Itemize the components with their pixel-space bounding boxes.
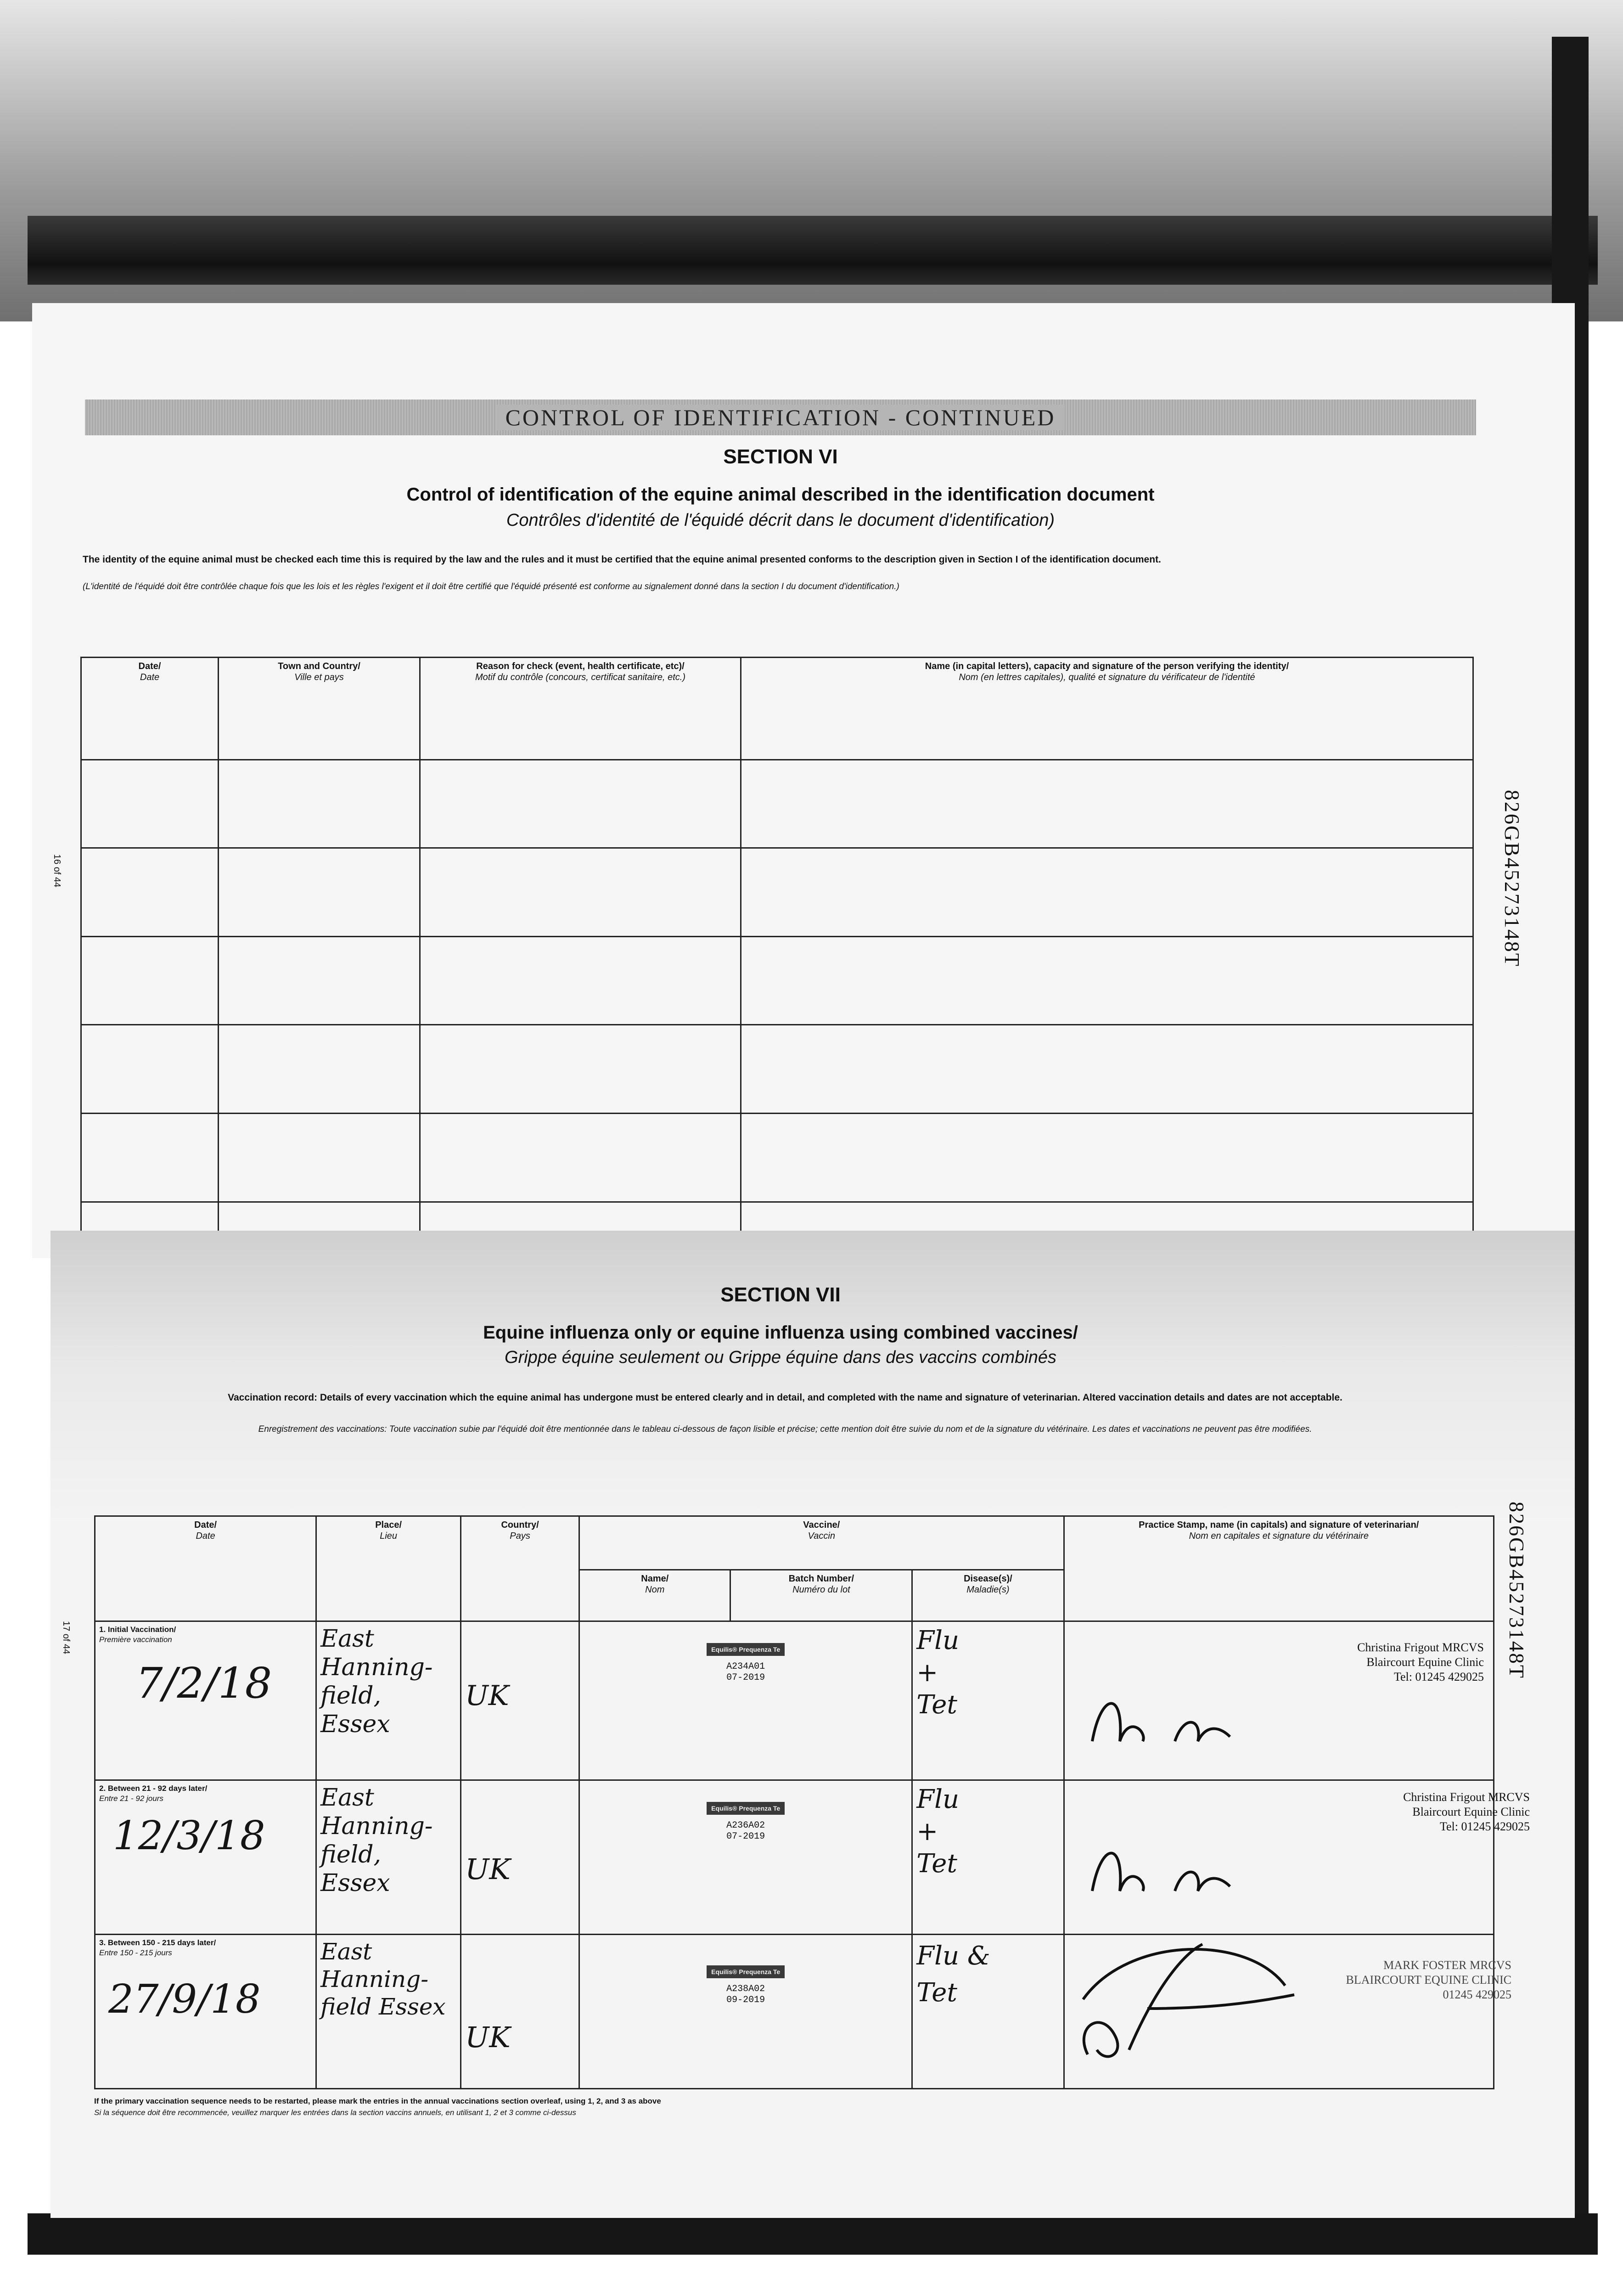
col-country: Country/ Pays: [461, 1516, 579, 1621]
vaccination-country: UK: [465, 2020, 511, 2054]
vaccination-date: 27/9/18: [108, 1976, 261, 2023]
vaccination-place: East Hanning-field Essex: [320, 1938, 446, 2020]
col-vaccine: Vaccine/ Vaccin: [579, 1516, 1064, 1570]
section-vi-instructions: The identity of the equine animal must be checked each time this is required by the law and the rules and it must be certified that the equine animal presented conforms to the description given in Section I of the identification document.: [83, 554, 1161, 565]
dose-label: 3. Between 150 - 215 days later/ Entre 150 - 215 jours: [99, 1938, 216, 1958]
section-vi-instructions-fr: (L'identité de l'équidé doit être contrôlée chaque fois que les lois et les règles l'exigent et il doit être certifié que l'équidé présenté est conforme au signalement donné dans la section I du document d'identification.): [83, 582, 899, 591]
section-vii-label: SECTION VII: [720, 1283, 841, 1306]
practice-stamp-1: Christina Frigout MRCVS Blaircourt Equine Clinic Tel: 01245 429025: [1357, 1641, 1484, 1684]
identity-check-table: [80, 657, 1474, 1254]
col-reason: Reason for check (event, health certificate, etc)/ Motif du contrôle (concours, certificat sanitaire, etc.): [420, 658, 741, 760]
vaccine-sticker: Equilis® Prequenza Te: [707, 1965, 785, 1978]
section-vii-title-fr: Grippe équine seulement ou Grippe équine dans des vaccins combinés: [505, 1348, 1056, 1367]
section-vi-label: SECTION VI: [723, 445, 838, 468]
disease-entry: Flu + Tet: [916, 1784, 960, 1879]
section-vii-instructions: Vaccination record: Details of every vaccination which the equine animal has undergone must be entered clearly and in detail, and completed with the name and signature of veterinarian. Altered vaccination details and dates are not acceptable.: [228, 1392, 1342, 1403]
table-row: [81, 936, 1473, 1025]
batch-expiry: 07-2019: [726, 1672, 765, 1683]
dose-label: 1. Initial Vaccination/ Première vaccination: [99, 1625, 176, 1644]
scanner-bottom-edge: [28, 2213, 1598, 2255]
vaccination-date: 7/2/18: [136, 1659, 272, 1708]
col-practice-stamp: Practice Stamp, name (in capitals) and signature of veterinarian/ Nom en capitales et signature du vétérinaire: [1064, 1516, 1494, 1621]
passport-id-page16: 826GB45273148T: [1500, 790, 1524, 968]
section-vii-title: Equine influenza only or equine influenza using combined vaccines/: [483, 1322, 1078, 1343]
table-row: [81, 1113, 1473, 1202]
section-vi-title: Control of identification of the equine animal described in the identification document: [406, 484, 1155, 505]
section-banner: [85, 400, 1476, 435]
vaccination-place: East Hanning-field, Essex: [320, 1625, 433, 1739]
col-town-country: Town and Country/ Ville et pays: [219, 658, 420, 760]
practice-stamp-2: Christina Frigout MRCVS Blaircourt Equine Clinic Tel: 01245 429025: [1403, 1790, 1530, 1834]
table-row: [81, 848, 1473, 937]
col-place: Place/ Lieu: [316, 1516, 461, 1621]
batch-number: A238A02: [726, 1984, 765, 1995]
passport-id-page17: 826GB45273148T: [1505, 1502, 1528, 1679]
vaccination-country: UK: [465, 1680, 509, 1712]
page-number-17: 17 of 44: [61, 1621, 71, 1654]
vaccination-row-2: [95, 1780, 1494, 1935]
batch-expiry: 07-2019: [726, 1831, 765, 1842]
vaccination-date: 12/3/18: [113, 1813, 265, 1859]
vaccine-sticker: Equilis® Prequenza Te: [707, 1802, 785, 1815]
batch-number: A236A02: [726, 1820, 765, 1831]
footnote: If the primary vaccination sequence needs to be restarted, please mark the entries in the annual vaccinations section overleaf, using 1, 2, and 3 as above: [94, 2097, 661, 2105]
page-number-16: 16 of 44: [52, 854, 62, 888]
table-row: [81, 760, 1473, 848]
vet-signature-1: [1083, 1672, 1258, 1764]
vet-signature-2: [1083, 1822, 1258, 1914]
col-vaccine-name: Name/ Nom: [579, 1570, 730, 1621]
vaccination-country: UK: [465, 1852, 511, 1886]
batch-number: A234A01: [726, 1661, 765, 1672]
vaccination-row-3: [95, 1935, 1494, 2089]
vaccination-row-1: [95, 1621, 1494, 1780]
table-row: [81, 1025, 1473, 1114]
col-diseases: Disease(s)/ Maladie(s): [912, 1570, 1064, 1621]
dose-label: 2. Between 21 - 92 days later/ Entre 21 - 92 jours: [99, 1784, 208, 1803]
col-verifier: Name (in capital letters), capacity and signature of the person verifying the identity/ Nom (en lettres capitales), qualité et signature du vérificateur de l'identité: [741, 658, 1473, 760]
col-date: Date/ Date: [81, 658, 219, 760]
vaccine-sticker: Equilis® Prequenza Te: [707, 1643, 785, 1656]
vet-signature-3: [1010, 1917, 1331, 2082]
col-batch-number: Batch Number/ Numéro du lot: [730, 1570, 912, 1621]
section-vi-title-fr: Contrôles d'identité de l'équidé décrit dans le document d'identification): [506, 511, 1055, 530]
vaccination-place: East Hanning-field, Essex: [320, 1784, 433, 1897]
practice-stamp-3: MARK FOSTER MRCVS BLAIRCOURT EQUINE CLINIC 01245 429025: [1346, 1958, 1511, 2002]
col-date: Date/ Date: [95, 1516, 316, 1621]
section-banner-text: CONTROL OF IDENTIFICATION - CONTINUED: [496, 405, 1065, 430]
disease-entry: Flu & Tet: [916, 1941, 990, 2008]
footnote-fr: Si la séquence doit être recommencée, veuillez marquer les entrées dans la section vaccins annuels, en utilisant 1, 2 et 3 comme ci-dessus: [94, 2108, 576, 2117]
scanner-shadow-band: [28, 216, 1598, 285]
disease-entry: Flu + Tet: [916, 1626, 960, 1720]
batch-expiry: 09-2019: [726, 1995, 765, 2006]
section-vii-instructions-fr: Enregistrement des vaccinations: Toute vaccination subie par l'équidé doit être mentionnée dans le tableau ci-dessous de façon lisible et précise; cette mention doit être suivie du nom et de la signature du vétérinaire. Les dates et vaccinations ne peuvent pas être modifiées.: [258, 1424, 1312, 1434]
